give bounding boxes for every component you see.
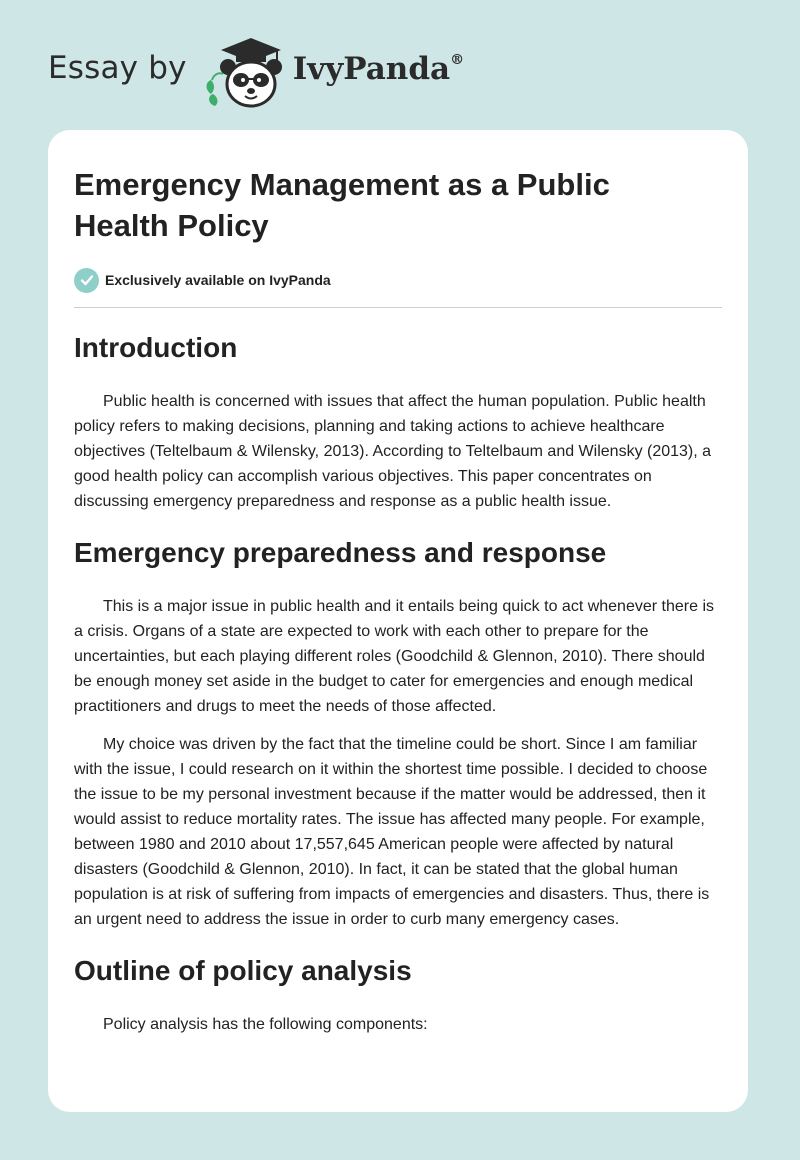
section-heading-emergency-preparedness: Emergency preparedness and response — [74, 537, 607, 568]
brand-prefix: Essay by — [48, 50, 187, 86]
section-heading-outline-policy-analysis: Outline of policy analysis — [74, 955, 412, 986]
paragraph: My choice was driven by the fact that the timeline could be short. Since I am familiar with the issue, I could research on it within the shortest time possible. I decided to choose the issue to be my personal investment because if the matter would be addressed, then it would assist to reduce mortality rates. The issue has affected many people. For example, between 1980 and 2010 about 17,557,645 American people were affected by natural disasters (Goodchild & Glennon, 2010). In fact, it can be stated that the global human population is at risk of suffering from impacts of emergencies and disasters. Thus, there is an urgent need to address the issue in order to curb many emergency cases. — [74, 736, 710, 928]
exclusive-badge-label: Exclusively available on IvyPanda — [105, 272, 331, 288]
section-heading-introduction: Introduction — [74, 332, 238, 363]
ivypanda-logo-icon[interactable] — [201, 34, 291, 110]
exclusive-badge — [74, 266, 722, 294]
paragraph: This is a major issue in public health and it entails being quick to act whenever there is a crisis. Organs of a state are expected to work with each other to prepare for the uncertainties, but each playing different roles (Goodchild & Glennon, 2010). There should be enough money set aside in the budget to cater for emergencies and enough medical practitioners and drugs to meet the needs of those affected. — [74, 598, 714, 715]
essay-card — [48, 130, 748, 1112]
paragraph: Policy analysis has the following components: — [103, 1016, 428, 1033]
divider — [74, 307, 722, 308]
page-title: Emergency Management as a Public Health Policy — [74, 167, 610, 243]
brand-name: IvyPanda® — [292, 51, 465, 87]
paragraph: Public health is concerned with issues that affect the human population. Public health policy refers to making decisions, planning and taking actions to achieve healthcare objectives (Teltelbaum & Wilensky, 2013). According to Teltelbaum and Wilensky (2013), a good health policy can accomplish various objectives. This paper concentrates on discussing emergency preparedness and response as a public health issue. — [74, 393, 712, 510]
site-header — [48, 34, 464, 110]
check-circle-icon — [74, 268, 99, 293]
